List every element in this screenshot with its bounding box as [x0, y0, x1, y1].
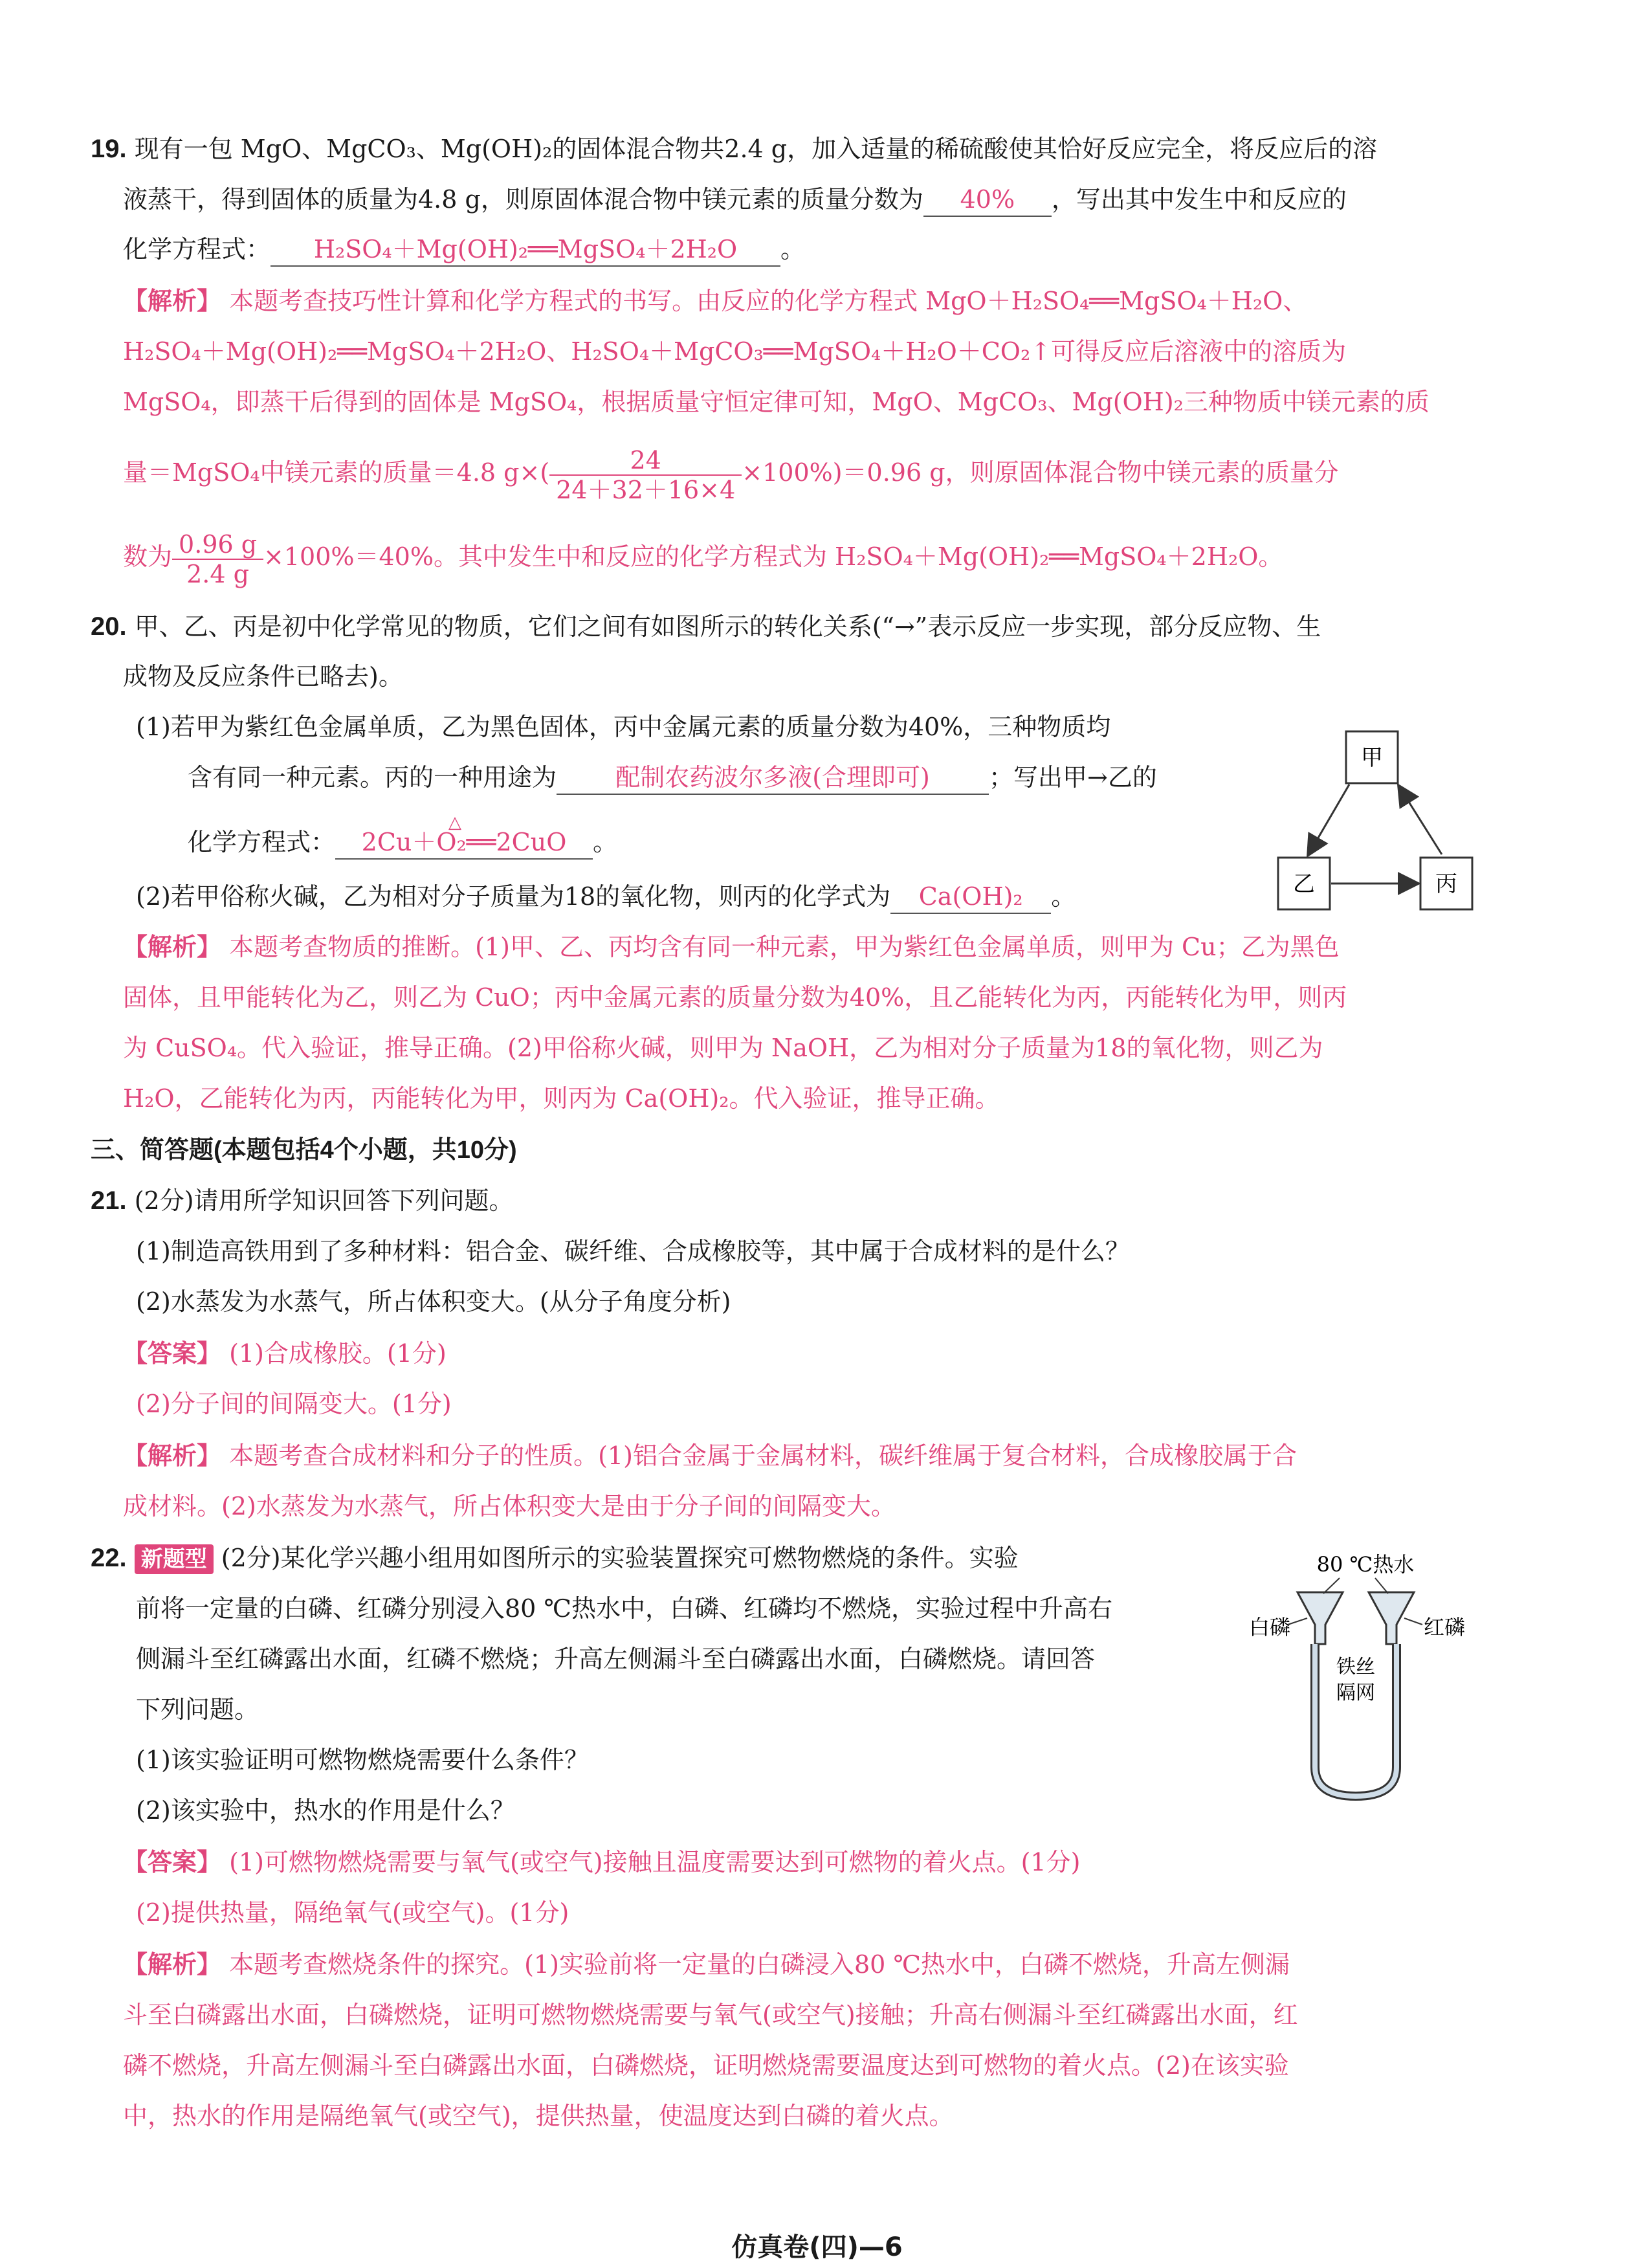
q21-answer-text1: (1)合成橡胶。(1分)	[229, 1339, 447, 1368]
q19-stem-line3	[123, 233, 805, 267]
q20-transformation-diagram	[1268, 725, 1482, 919]
q19-explanation-line2: H₂SO₄＋Mg(OH)₂══MgSO₄＋2H₂O、H₂SO₄＋MgCO₃══MgSO₄＋H₂O＋CO₂↑可得反应后溶液中的溶质为	[123, 337, 1347, 366]
q22-stem-line3: 侧漏斗至红磷露出水面，红磷不燃烧；升高左侧漏斗至白磷露出水面，白磷燃烧。请回答	[136, 1645, 1096, 1673]
q21-stem-line	[91, 1184, 514, 1217]
page-footer: 仿真卷(四)—6	[731, 2232, 903, 2262]
q22-explanation-line2: 斗至白磷露出水面，白磷燃烧，证明可燃物燃烧需要与氧气(或空气)接触；升高右侧漏斗至红磷露出水面，红	[123, 2001, 1298, 2029]
diagram-label-bing: 丙	[1435, 871, 1457, 897]
pointer-red-phosphorus	[1404, 1618, 1422, 1625]
section-3-heading: 三、简答题(本题包括4个小题，共10分)	[91, 1137, 517, 1164]
diagram-label-red-phosphorus: 红磷	[1424, 1615, 1466, 1640]
q22-explanation-line4: 中，热水的作用是隔绝氧气(或空气)，提供热量，使温度达到白磷的着火点。	[123, 2102, 954, 2130]
q19-exp-text4a: 量＝MgSO₄中镁元素的质量＝4.8 g×(	[123, 458, 550, 487]
q19-exp-text5a: 数为	[123, 542, 173, 571]
q20-part1-text5: 。	[593, 828, 618, 856]
q21-part2: (2)水蒸发为水蒸气，所占体积变大。(从分子角度分析)	[136, 1287, 731, 1316]
q19-answer-blank1: 40%	[923, 183, 1052, 217]
q20-part1-line2	[188, 761, 1157, 795]
q19-stem-text4: 化学方程式：	[123, 235, 271, 263]
q19-stem-text2: 液蒸干，得到固体的质量为4.8 g，则原固体混合物中镁元素的质量分数为	[123, 185, 923, 214]
q20-explanation-line4: H₂O，乙能转化为丙，丙能转化为甲，则丙为 Ca(OH)₂。代入验证，推导正确。	[123, 1084, 1000, 1113]
q21-part1: (1)制造高铁用到了多种材料：铝合金、碳纤维、合成橡胶等，其中属于合成材料的是什么？	[136, 1237, 1130, 1265]
q20-explanation-tag: 【解析】	[123, 934, 222, 961]
q22-exp-text1: 本题考查燃烧条件的探究。(1)实验前将一定量的白磷浸入80 ℃热水中，白磷不燃烧，升高左侧漏	[229, 1950, 1290, 1979]
q22-part1: (1)该实验证明可燃物燃烧需要什么条件？	[136, 1746, 589, 1774]
q19-stem-text5: 。	[780, 235, 806, 263]
pointer-line-right	[1375, 1578, 1388, 1594]
right-funnel	[1369, 1592, 1414, 1644]
q20-part1-line1: (1)若甲为紫红色金属单质，乙为黑色固体，丙中金属元素的质量分数为40%，三种物质均	[136, 713, 1111, 741]
q21-explanation-line2: 成材料。(2)水蒸发为水蒸气，所占体积变大是由于分子间的间隔变大。	[123, 1492, 896, 1520]
q22-answer-line1	[123, 1846, 1080, 1879]
q22-part2: (2)该实验中，热水的作用是什么？	[136, 1796, 515, 1825]
q22-explanation-line1	[123, 1948, 1290, 1981]
q19-stem-line1	[91, 133, 1377, 165]
q22-explanation-tag: 【解析】	[123, 1951, 222, 1979]
q19-frac2-numerator: 0.96 g	[172, 530, 263, 560]
q19-exp-text4b: ×100%)＝0.96 g，则原固体混合物中镁元素的质量分	[742, 458, 1339, 487]
q19-stem-text3: ，写出其中发生中和反应的	[1051, 185, 1347, 214]
diagram-label-jia: 甲	[1361, 745, 1383, 771]
diagram-label-white-phosphorus: 白磷	[1249, 1615, 1291, 1640]
q22-stem-line4: 下列问题。	[136, 1695, 259, 1724]
q20-answer-blank3: Ca(OH)₂	[890, 880, 1051, 914]
left-funnel	[1297, 1592, 1343, 1644]
q19-explanation-tag: 【解析】	[123, 288, 222, 315]
q20-number: 20.	[91, 612, 127, 641]
q20-exp-text1: 本题考查物质的推断。(1)甲、乙、丙均含有同一种元素，甲为紫红色金属单质，则甲为 Cu；乙为黑色	[229, 933, 1340, 961]
q20-explanation-line1	[123, 931, 1340, 964]
q20-part2-text1: (2)若甲俗称火碱，乙为相对分子质量为18的氧化物，则丙的化学式为	[136, 882, 891, 911]
q19-frac1-denominator: 24＋32＋16×4	[556, 475, 736, 504]
q22-stem-line2: 前将一定量的白磷、红磷分别浸入80 ℃热水中，白磷、红磷均不燃烧，实验过程中升高右	[136, 1594, 1112, 1623]
q22-answer-text1: (1)可燃物燃烧需要与氧气(或空气)接触且温度需要达到可燃物的着火点。(1分)	[229, 1848, 1081, 1876]
q20-part1-text2: 含有同一种元素。丙的一种用途为	[188, 763, 557, 792]
q21-explanation-line1	[123, 1440, 1297, 1473]
q21-answer-line2: (2)分子间的间隔变大。(1分)	[136, 1390, 452, 1418]
q22-answer-tag: 【答案】	[123, 1849, 222, 1876]
diagram-label-wire: 铁丝	[1336, 1656, 1375, 1678]
q20-part2-line	[136, 880, 1076, 914]
q19-stem-line2	[123, 183, 1347, 217]
q20-heat-condition: △	[448, 813, 462, 832]
q20-explanation-line3: 为 CuSO₄。代入验证，推导正确。(2)甲俗称火碱，则甲为 NaOH，乙为相对分子质量为18的氧化物，则乙为	[123, 1034, 1323, 1062]
q22-stem-text1: (2分)某化学兴趣小组用如图所示的实验装置探究可燃物燃烧的条件。实验	[221, 1544, 1019, 1572]
q22-new-type-badge: 新题型	[135, 1544, 214, 1574]
diagram-label-mesh: 隔网	[1336, 1682, 1375, 1704]
q21-exp-text1: 本题考查合成材料和分子的性质。(1)铝合金属于金属材料，碳纤维属于复合材料，合成橡胶属于合	[229, 1441, 1297, 1470]
q20-stem-line1	[91, 610, 1321, 643]
q22-answer-line2: (2)提供热量，隔绝氧气(或空气)。(1分)	[136, 1898, 569, 1927]
q19-frac1-numerator: 24	[549, 446, 742, 476]
q21-answer-tag: 【答案】	[123, 1340, 222, 1368]
arrow-bing-to-jia	[1399, 786, 1442, 854]
q19-number: 19.	[91, 135, 127, 163]
pointer-white-phosphorus	[1288, 1618, 1307, 1625]
q19-explanation-line3: MgSO₄，即蒸干后得到的固体是 MgSO₄，根据质量守恒定律可知，MgO、MgCO₃、Mg(OH)₂三种物质中镁元素的质	[123, 388, 1430, 416]
q19-explanation-line4	[123, 440, 1339, 505]
q20-explanation-line2: 固体，且甲能转化为乙，则乙为 CuO；丙中金属元素的质量分数为40%，且乙能转化为丙，丙能转化为甲，则丙	[123, 983, 1347, 1012]
q19-stem-text1: 现有一包 MgO、MgCO₃、Mg(OH)₂的固体混合物共2.4 g，加入适量的稀硫酸使其恰好反应完全，将反应后的溶	[134, 135, 1378, 163]
q22-number: 22.	[91, 1544, 127, 1572]
q20-answer-blank1: 配制农药波尔多液(合理即可)	[557, 761, 989, 795]
q19-exp-text5b: ×100%＝40%。其中发生中和反应的化学方程式为 H₂SO₄＋Mg(OH)₂══MgSO₄＋2H₂O。	[263, 542, 1283, 571]
q19-explanation-line1	[123, 285, 1307, 318]
q21-explanation-tag: 【解析】	[123, 1443, 222, 1470]
q21-answer-line1	[123, 1337, 447, 1370]
pointer-line-left	[1323, 1578, 1340, 1594]
q20-stem-text1: 甲、乙、丙是初中化学常见的物质，它们之间有如图所示的转化关系(“→”表示反应一步实现，部分反应物、生	[134, 612, 1321, 641]
q22-stem-line1	[91, 1542, 1019, 1574]
arrow-jia-to-yi	[1308, 784, 1349, 854]
q20-part1-line3	[188, 813, 618, 860]
q20-part1-text4: 化学方程式：	[188, 828, 336, 856]
q19-fraction-1	[549, 446, 742, 504]
q19-answer-blank2: H₂SO₄＋Mg(OH)₂══MgSO₄＋2H₂O	[270, 233, 780, 267]
q22-apparatus-diagram	[1242, 1547, 1488, 1806]
q19-fraction-2	[172, 530, 263, 588]
q22-explanation-line3: 磷不燃烧，升高左侧漏斗至白磷露出水面，白磷燃烧，证明燃烧需要温度达到可燃物的着火点。(2)在该实验	[123, 2051, 1289, 2080]
q20-part2-text2: 。	[1051, 882, 1076, 911]
q20-answer-blank2	[335, 813, 593, 860]
q20-answer-blank2-text: 2Cu＋O₂══2CuO	[361, 828, 567, 856]
diagram-label-hot-water: 80 ℃热水	[1316, 1552, 1415, 1577]
diagram-label-yi: 乙	[1293, 871, 1315, 897]
q21-number: 21.	[91, 1186, 127, 1215]
q19-frac2-denominator: 2.4 g	[186, 559, 249, 588]
q21-stem-text: (2分)请用所学知识回答下列问题。	[134, 1186, 514, 1215]
q20-stem-line2: 成物及反应条件已略去)。	[123, 662, 403, 691]
q19-exp-text1: 本题考查技巧性计算和化学方程式的书写。由反应的化学方程式 MgO＋H₂SO₄══MgSO₄＋H₂O、	[229, 287, 1308, 315]
q19-explanation-line5	[123, 524, 1283, 589]
q20-part1-text3: ；写出甲→乙的	[989, 763, 1157, 792]
